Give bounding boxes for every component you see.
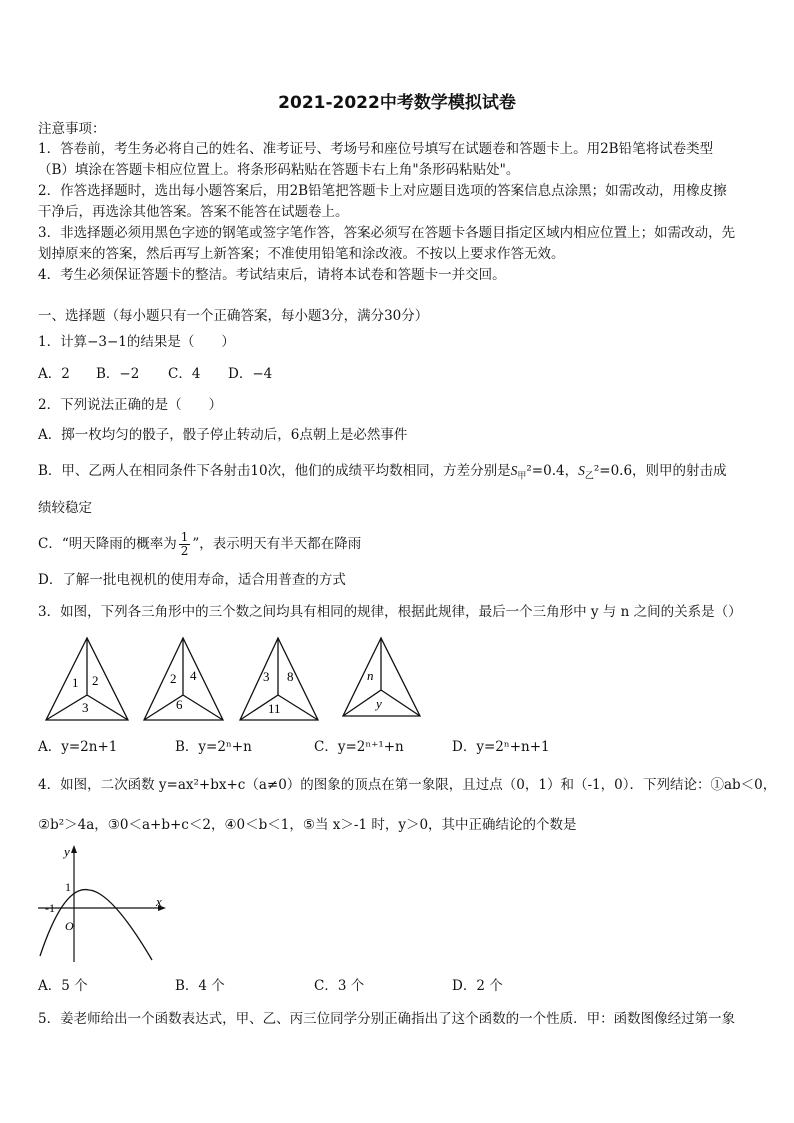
triangle-number: 6 (176, 697, 183, 712)
question-1-stem: 1．计算−3−1的结果是（ ） (38, 334, 235, 350)
variance-symbol: S (578, 463, 585, 478)
option-b: B．y=2ⁿ+n (175, 739, 252, 755)
option-a: A．5 个 (38, 978, 88, 994)
triangle-3 (240, 638, 318, 720)
option-d: D．y=2ⁿ+n+1 (452, 739, 550, 755)
option-d: D．2 个 (452, 978, 503, 994)
option-c-suffix: ”，表示明天有半天都在降雨 (192, 536, 362, 552)
triangle-4 (343, 638, 420, 716)
fraction-numerator: 1 (180, 530, 189, 544)
option-c: C．4 (168, 366, 201, 382)
option-b-suffix: ，则甲的射击成 (632, 463, 727, 479)
triangle-number: 8 (287, 669, 294, 684)
option-b-text: B．甲、乙两人在相同条件下各射击10次，他们的成绩平均数相同，方差分别是 (38, 463, 511, 479)
x-axis-label: x (156, 894, 162, 909)
option-a: A．y=2n+1 (38, 739, 118, 755)
triangle-number: 4 (190, 668, 197, 683)
variance-symbol: S (510, 463, 518, 478)
variance-value: ²=0.4 (526, 463, 565, 479)
notice-line: 4．考生必须保证答题卡的整洁。考试结束后，请将本试卷和答题卡一并交回。 (38, 267, 506, 283)
origin-label: O (65, 919, 74, 933)
question-2-stem: 2．下列说法正确的是（ ） (38, 397, 223, 413)
notice-heading: 注意事项： (38, 121, 106, 137)
option-b-continuation: 绩较稳定 (38, 500, 92, 516)
triangle-figures (38, 634, 438, 726)
option-c (38, 530, 760, 558)
option-d: D．了解一批电视机的使用寿命，适合用普查的方式 (38, 572, 346, 588)
notice-line: 干净后，再选涂其他答案。答案不能答在试题卷上。 (38, 204, 349, 220)
notice-line: 3．非选择题必须用黑色字迹的钢笔或签字笔作答，答案必须写在答题卡各题目指定区域内相应位置上；如需改动，先 (38, 225, 736, 241)
question-4-stem: 4．如图，二次函数 y=ax²+bx+c（a≠0）的图象的顶点在第一象限，且过点（0，1）和（-1，0）．下列结论：①ab＜0， (38, 777, 777, 793)
triangle-number: 3 (263, 669, 270, 684)
notice-line: 1．答卷前，考生务必将自己的姓名、准考证号、考场号和座位号填写在试题卷和答题卡上。用2B铅笔将试卷类型 (38, 141, 714, 157)
option-c-text: C．“明天降雨的概率为 (38, 536, 177, 552)
y-axis-arrow (71, 845, 77, 853)
triangle-number: 1 (72, 675, 79, 690)
triangle-variable: y (376, 696, 382, 711)
notice-line: 划掉原来的答案，然后再写上新答案；不准使用铅笔和涂改液。不按以上要求作答无效。 (38, 246, 565, 262)
triangle-number: 2 (170, 671, 177, 686)
parabola-graph (34, 840, 174, 966)
option-c: C．3 个 (314, 978, 365, 994)
variance-value: ²=0.6 (593, 463, 633, 479)
variance-subscript: 甲 (517, 471, 527, 482)
separator: ， (564, 463, 579, 479)
triangle-1 (46, 638, 128, 720)
option-b: B．4 个 (175, 978, 225, 994)
question-3-stem: 3．如图，下列各三角形中的三个数之间均具有相同的规律，根据此规律，最后一个三角形中 y 与 n 之间的关系是（） (38, 604, 742, 620)
triangle-2 (144, 638, 223, 720)
section-heading: 一、选择题（每小题只有一个正确答案，每小题3分，满分30分） (38, 308, 429, 324)
notice-line: 2．作答选择题时，选出每小题答案后，用2B铅笔把答题卡上对应题目选项的答案信息点涂黑；如需改动，用橡皮擦 (38, 183, 727, 199)
option-b (38, 462, 760, 486)
option-a: A．2 (38, 366, 70, 382)
question-4-stem-continued: ②b²＞4a，③0＜a+b+c＜2，④0＜b＜1，⑤当 x＞-1 时，y＞0，其中正确结论的个数是 (38, 817, 577, 833)
variance-subscript: 乙 (584, 471, 594, 482)
option-b: B．−2 (96, 366, 140, 382)
parabola-curve (40, 890, 152, 960)
y-intercept-label: 1 (65, 880, 71, 894)
option-c: C．y=2ⁿ⁺¹+n (314, 739, 404, 755)
option-d: D．−4 (228, 366, 273, 382)
x-intercept-label: -1 (45, 901, 55, 915)
page-title: 2021-2022中考数学模拟试卷 (278, 93, 516, 113)
option-a: A．掷一枚均匀的骰子，骰子停止转动后，6点朝上是必然事件 (38, 427, 408, 443)
question-5-stem: 5．姜老师给出一个函数表达式，甲、乙、丙三位同学分别正确指出了这个函数的一个性质．甲：函数图像经过第一象 (38, 1011, 736, 1027)
triangle-number: 11 (268, 701, 281, 716)
y-axis-label: y (64, 844, 70, 859)
triangle-variable: n (367, 668, 374, 683)
triangle-number: 3 (82, 700, 89, 715)
fraction-denominator: 2 (180, 544, 189, 558)
triangle-number: 2 (92, 673, 99, 688)
fraction (179, 531, 191, 558)
notice-line: （B）填涂在答题卡相应位置上。将条形码粘贴在答题卡右上角"条形码粘贴处"。 (38, 162, 520, 178)
